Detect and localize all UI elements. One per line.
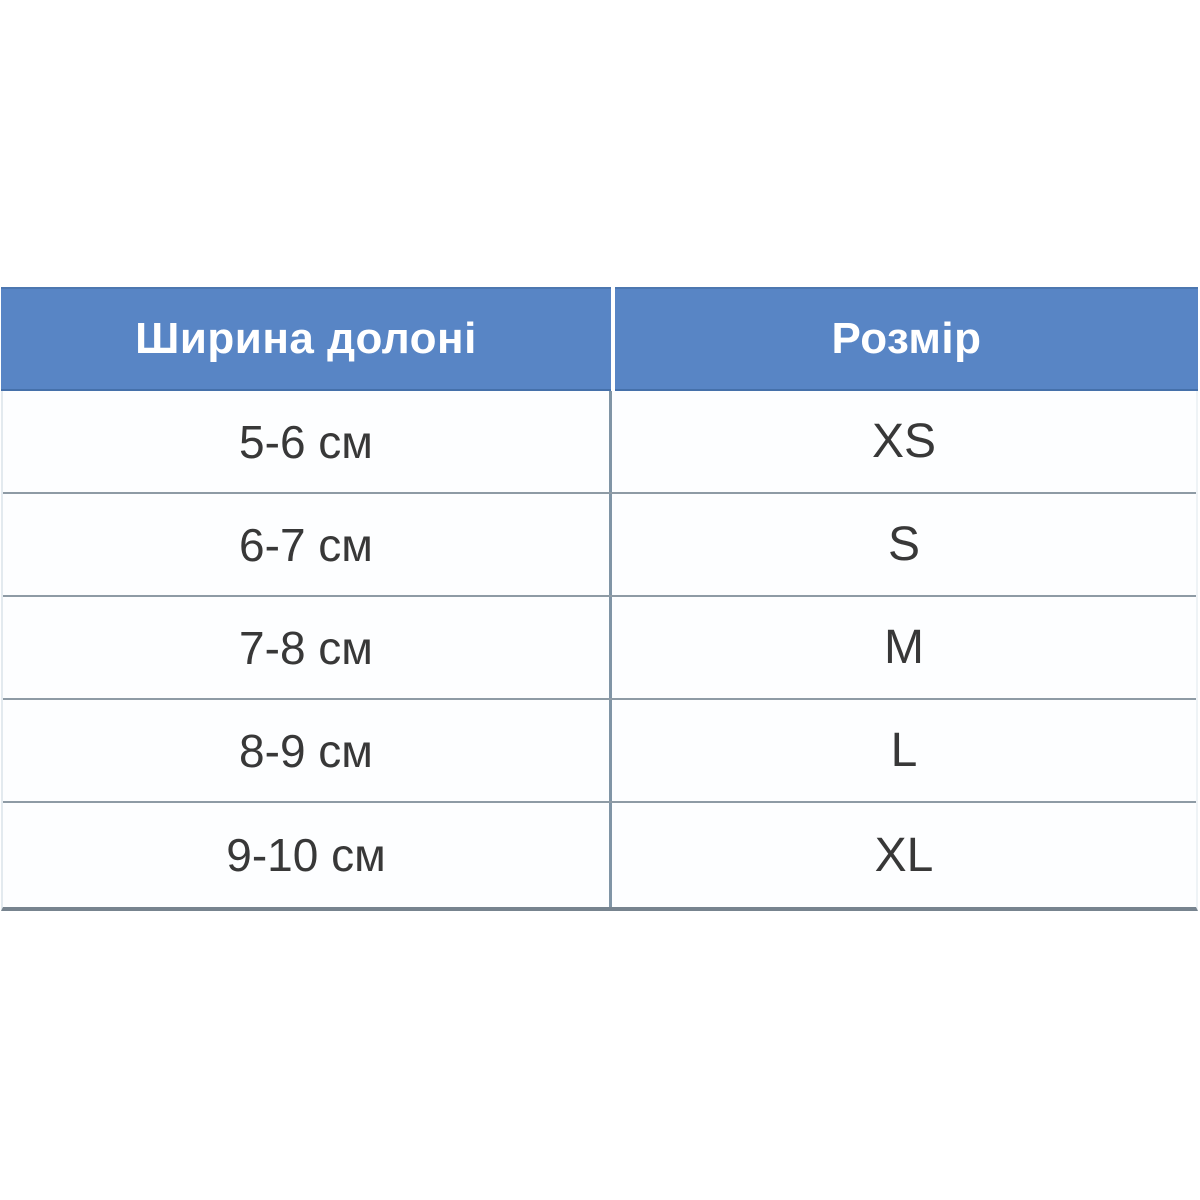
size-value: M — [884, 621, 924, 674]
table-row — [3, 803, 1196, 907]
header-cell-size: Розмір — [615, 287, 1198, 391]
table-row — [3, 700, 1196, 803]
table-body — [1, 391, 1198, 911]
palm-width-value: 8-9 см — [3, 700, 612, 801]
size-value: S — [887, 518, 920, 571]
palm-width-value: 7-8 см — [3, 597, 612, 698]
table-row — [3, 597, 1196, 700]
size-value: XL — [874, 828, 934, 882]
palm-width-value: 9-10 см — [3, 803, 612, 907]
table-row — [3, 494, 1196, 597]
table-header-row — [1, 287, 1198, 391]
table-row — [3, 391, 1196, 494]
palm-width-value: 6-7 см — [3, 494, 612, 595]
size-value: L — [890, 724, 918, 777]
palm-width-value: 5-6 см — [3, 391, 612, 492]
header-cell-palm-width: Ширина долоні — [1, 287, 611, 391]
size-value: XS — [871, 415, 937, 468]
size-chart-table — [1, 287, 1198, 911]
